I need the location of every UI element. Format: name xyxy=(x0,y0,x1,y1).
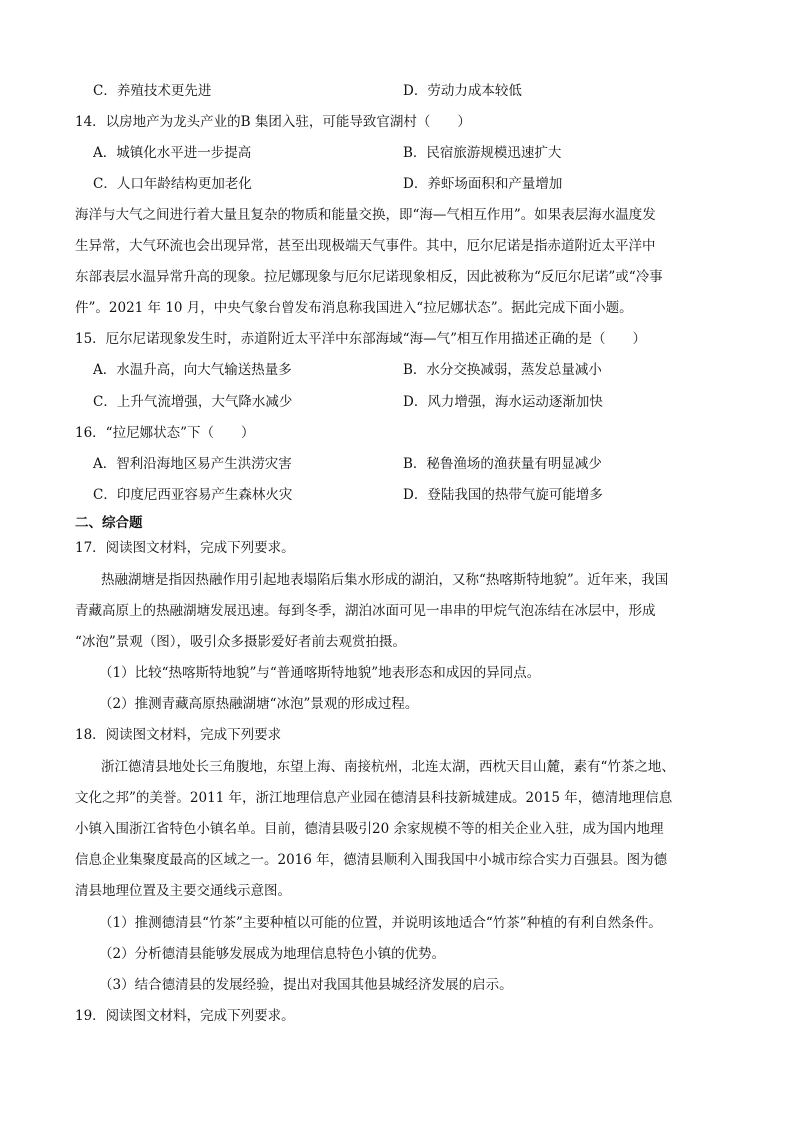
q19-stem: 19．阅读图文材料，完成下列要求。 xyxy=(75,1008,295,1024)
q14-option-b: B．民宿旅游规模迅速扩大 xyxy=(403,145,562,161)
passage-line: 海洋与大气之间进行着大量且复杂的物质和能量交换，即“海—气相互作用”。如果表层海水温度发 xyxy=(75,207,656,223)
q18-subquestion-2: （2）分析德清县能够发展成为地理信息特色小镇的优势。 xyxy=(99,946,446,962)
q17-subquestion-2: （2）推测青藏高原热融湖塘“冰泡”景观的形成过程。 xyxy=(99,696,419,712)
q15-stem: 15．厄尔尼诺现象发生时，赤道附近太平洋中东部海域“海—气”相互作用描述正确的是（ ） xyxy=(75,331,646,347)
q15-option-d: D．风力增强，海水运动逐渐加快 xyxy=(403,394,603,410)
passage-line: 信息企业集聚度最高的区域之一。2016 年，德清县顺利入围我国中小城市综合实力百强县。图为德 xyxy=(75,852,668,868)
passage-line: 件”。2021 年 10 月，中央气象台曾发布消息称我国进入“拉尼娜状态”。据此完成下面小题。 xyxy=(75,300,633,316)
q14-stem: 14．以房地产为龙头产业的B 集团入驻，可能导致官湖村（ ） xyxy=(75,114,471,130)
passage-line: 浙江德清县地处长三角腹地，东望上海、南接杭州，北连太湖，西枕天目山麓，素有“竹茶之地、 xyxy=(101,759,675,775)
q18-subquestion-1: （1）推测德清县“竹茶”主要种植以可能的位置，并说明该地适合“竹茶”种植的有利自然条件。 xyxy=(99,915,662,931)
passage-line: “冰泡”景观（图），吸引众多摄影爱好者前去观赏拍摄。 xyxy=(75,634,407,650)
passage-line: 清县地理位置及主要交通线示意图。 xyxy=(75,883,291,899)
q18-subquestion-3: （3）结合德清县的发展经验，提出对我国其他县城经济发展的启示。 xyxy=(99,977,513,993)
q15-option-c: C．上升气流增强，大气降水减少 xyxy=(93,394,293,410)
passage-line: 热融湖塘是指因热融作用引起地表塌陷后集水形成的湖泊，又称“热喀斯特地貌”。近年来，我国 xyxy=(101,572,669,588)
q14-option-a: A．城镇化水平进一步提高 xyxy=(93,145,252,161)
passage-line: 青藏高原上的热融湖塘发展迅速。每到冬季，湖泊冰面可见一串串的甲烷气泡冻结在冰层中，形成 xyxy=(75,603,656,619)
q16-stem: 16．“拉尼娜状态”下（ ） xyxy=(75,425,255,441)
passage-line: 生异常，大气环流也会出现异常，甚至出现极端天气事件。其中，厄尔尼诺是指赤道附近太平洋中 xyxy=(75,238,656,254)
q17-subquestion-1: （1）比较“热喀斯特地貌”与“普通喀斯特地貌”地表形态和成因的异同点。 xyxy=(99,665,541,681)
passage-line: 东部表层水温异常升高的现象。拉尼娜现象与厄尔尼诺现象相反，因此被称为“反厄尔尼诺”或“冷事 xyxy=(75,269,663,285)
q16-option-b: B．秘鲁渔场的渔获量有明显减少 xyxy=(403,456,602,472)
q16-option-c: C．印度尼西亚容易产生森林火灾 xyxy=(93,487,293,503)
q17-stem: 17．阅读图文材料，完成下列要求。 xyxy=(75,540,295,556)
passage-line: 文化之邦”的美誉。2011 年，浙江地理信息产业园在德清县科技新城建成。2015 年，德清地理信息 xyxy=(75,790,673,806)
q15-option-b: B．水分交换减弱，蒸发总量减小 xyxy=(403,362,602,378)
q16-option-d: D．登陆我国的热带气旋可能增多 xyxy=(403,487,603,503)
q18-stem: 18．阅读图文材料，完成下列要求 xyxy=(75,727,282,743)
q14-option-c: C．人口年龄结构更加老化 xyxy=(93,176,252,192)
q15-option-a: A．水温升高，向大气输送热量多 xyxy=(93,362,292,378)
passage-line: 小镇入围浙江省特色小镇名单。目前，德清县吸引20 余家规模不等的相关企业入驻，成为国内地理 xyxy=(75,821,664,837)
q13-option-c: C．养殖技术更先进 xyxy=(93,83,212,99)
q13-option-d: D．劳动力成本较低 xyxy=(403,83,522,99)
section-heading: 二、综合题 xyxy=(75,515,143,531)
q16-option-a: A．智利沿海地区易产生洪涝灾害 xyxy=(93,456,292,472)
q14-option-d: D．养虾场面积和产量增加 xyxy=(403,176,563,192)
